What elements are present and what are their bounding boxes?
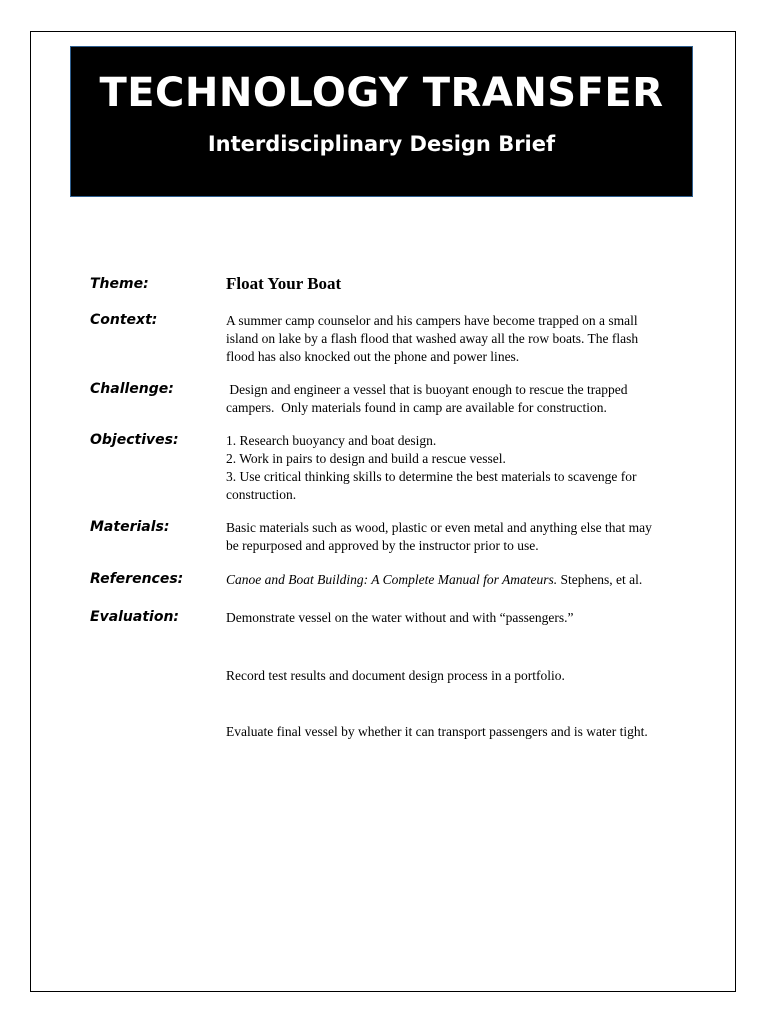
- reference-title: Canoe and Boat Building: A Complete Manual for Amateurs.: [226, 572, 558, 587]
- evaluation-list: [226, 723, 666, 741]
- evaluation-item: Record test results and document design process in a portfolio.: [226, 668, 565, 683]
- objective-item: 2. Work in pairs to design and build a rescue vessel.: [226, 451, 506, 466]
- evaluation-item: Evaluate final vessel by whether it can transport passengers and is water tight.: [226, 724, 648, 739]
- evaluation-list: [226, 609, 666, 627]
- objectives-list: [226, 432, 666, 504]
- objectives-label: Objectives:: [90, 432, 179, 448]
- context-label: Context:: [90, 312, 158, 328]
- evaluation-label: Evaluation:: [90, 609, 180, 625]
- context-text: A summer camp counselor and his campers have become trapped on a small island on lake by a flash flood that washed away all the row boats. The flash flood has also knocked out the phone and power lines.: [226, 313, 639, 364]
- document-title: TECHNOLOGY TRANSFER: [99, 70, 664, 116]
- reference-citation: [226, 571, 666, 589]
- objective-item: 3. Use critical thinking skills to determine the best materials to scavenge for construction.: [226, 469, 637, 502]
- materials-label: Materials:: [90, 519, 170, 535]
- challenge-label: Challenge:: [90, 381, 174, 397]
- theme-label: Theme:: [90, 276, 149, 292]
- challenge-text: Design and engineer a vessel that is buoyant enough to rescue the trapped campers. Only materials found in camp are available for construction.: [226, 382, 631, 415]
- theme-value: Float Your Boat: [226, 274, 342, 293]
- evaluation-item: Demonstrate vessel on the water without and with “passengers.”: [226, 610, 574, 625]
- reference-authors: Stephens, et al.: [557, 572, 643, 587]
- evaluation-list: [226, 667, 666, 685]
- materials-text: Basic materials such as wood, plastic or even metal and anything else that may be repurposed and approved by the instructor prior to use.: [226, 520, 652, 553]
- references-label: References:: [90, 571, 184, 587]
- title-banner: [70, 46, 693, 197]
- objective-item: 1. Research buoyancy and boat design.: [226, 433, 437, 448]
- document-subtitle: Interdisciplinary Design Brief: [207, 132, 556, 156]
